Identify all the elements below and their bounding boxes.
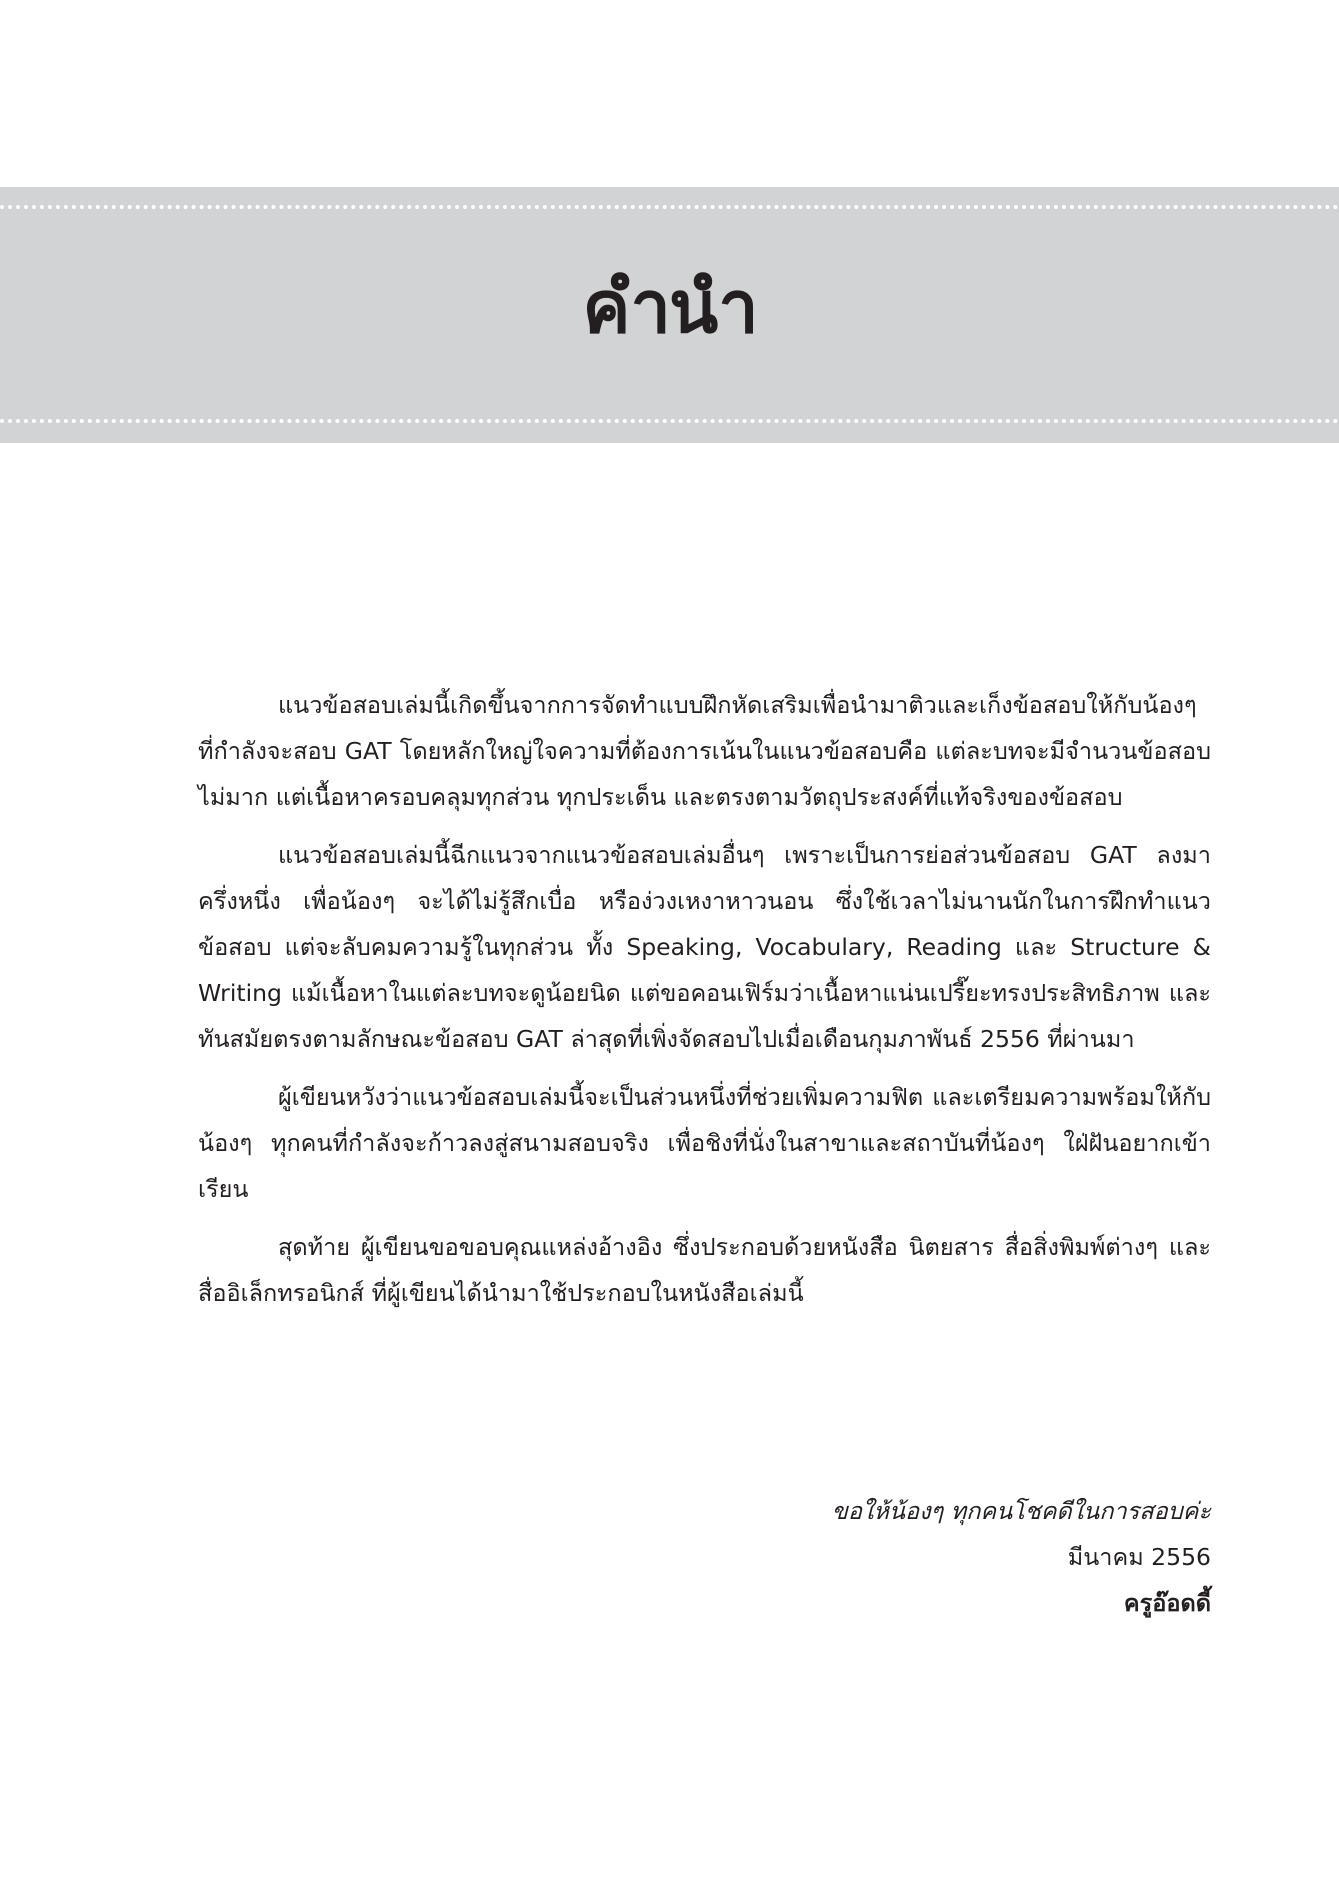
closing-wish: ขอให้น้องๆ ทุกคนโชคดีในการสอบค่ะ [831,1497,1211,1525]
author-name: ครูอ๊อดดี้ [1123,1589,1211,1617]
dotted-divider-top [0,205,1339,209]
dotted-divider-bottom [0,419,1339,423]
paragraph-1: แนวข้อสอบเล่มนี้เกิดขึ้นจากการจัดทำแบบฝึกหัดเสริมเพื่อนำมาติวและเก็งข้อสอบให้กับน้องๆ ที่กำลังจะสอบ GAT โดยหลักใหญ่ใจความที่ต้องการเน้นในแนวข้อสอบคือ แต่ละบทจะมีจำนวนข้อสอบไม่มาก แต่เนื้อหาครอบคลุมทุกส่วน ทุกประเด็น และตรงตามวัตถุประสงค์ที่แท้จริงของข้อสอบ [198,691,1211,811]
paragraph-2: แนวข้อสอบเล่มนี้ฉีกแนวจากแนวข้อสอบเล่มอื่นๆ เพราะเป็นการย่อส่วนข้อสอบ GAT ลงมาครึ่งหนึ่ง เพื่อน้องๆ จะได้ไม่รู้สึกเบื่อ หรือง่วงเหงาหาวนอน ซึ่งใช้เวลาไม่นานนักในการฝึกทำแนวข้อสอบ แต่จะลับคมความรู้ในทุกส่วน ทั้ง Speaking, Vocabulary, Reading และ Structure & Writing แม้เนื้อหาในแต่ละบทจะดูน้อยนิด แต่ขอคอนเฟิร์มว่าเนื้อหาแน่นเปรี๊ยะทรงประสิทธิภาพ และทันสมัยตรงตามลักษณะข้อสอบ GAT ล่าสุดที่เพิ่งจัดสอบไปเมื่อเดือนกุมภาพันธ์ 2556 ที่ผ่านมา [198,841,1211,1053]
preface-body [198,682,1211,1328]
closing-date: มีนาคม 2556 [1067,1543,1211,1571]
header-band [0,187,1339,443]
paragraph-4: สุดท้าย ผู้เขียนขอขอบคุณแหล่งอ้างอิง ซึ่งประกอบด้วยหนังสือ นิตยสาร สื่อสิ่งพิมพ์ต่างๆ และสื่ออิเล็กทรอนิกส์ ที่ผู้เขียนได้นำมาใช้ประกอบในหนังสือเล่มนี้ [198,1233,1211,1307]
closing-block [511,1488,1211,1626]
paragraph-3: ผู้เขียนหวังว่าแนวข้อสอบเล่มนี้จะเป็นส่วนหนึ่งที่ช่วยเพิ่มความฟิต และเตรียมความพร้อมให้กับน้องๆ ทุกคนที่กำลังจะก้าวลงสู่สนามสอบจริง เพื่อชิงที่นั่งในสาขาและสถาบันที่น้องๆ ใฝ่ฝันอยากเข้าเรียน [198,1083,1211,1203]
page-title: คำนำ [582,265,757,349]
